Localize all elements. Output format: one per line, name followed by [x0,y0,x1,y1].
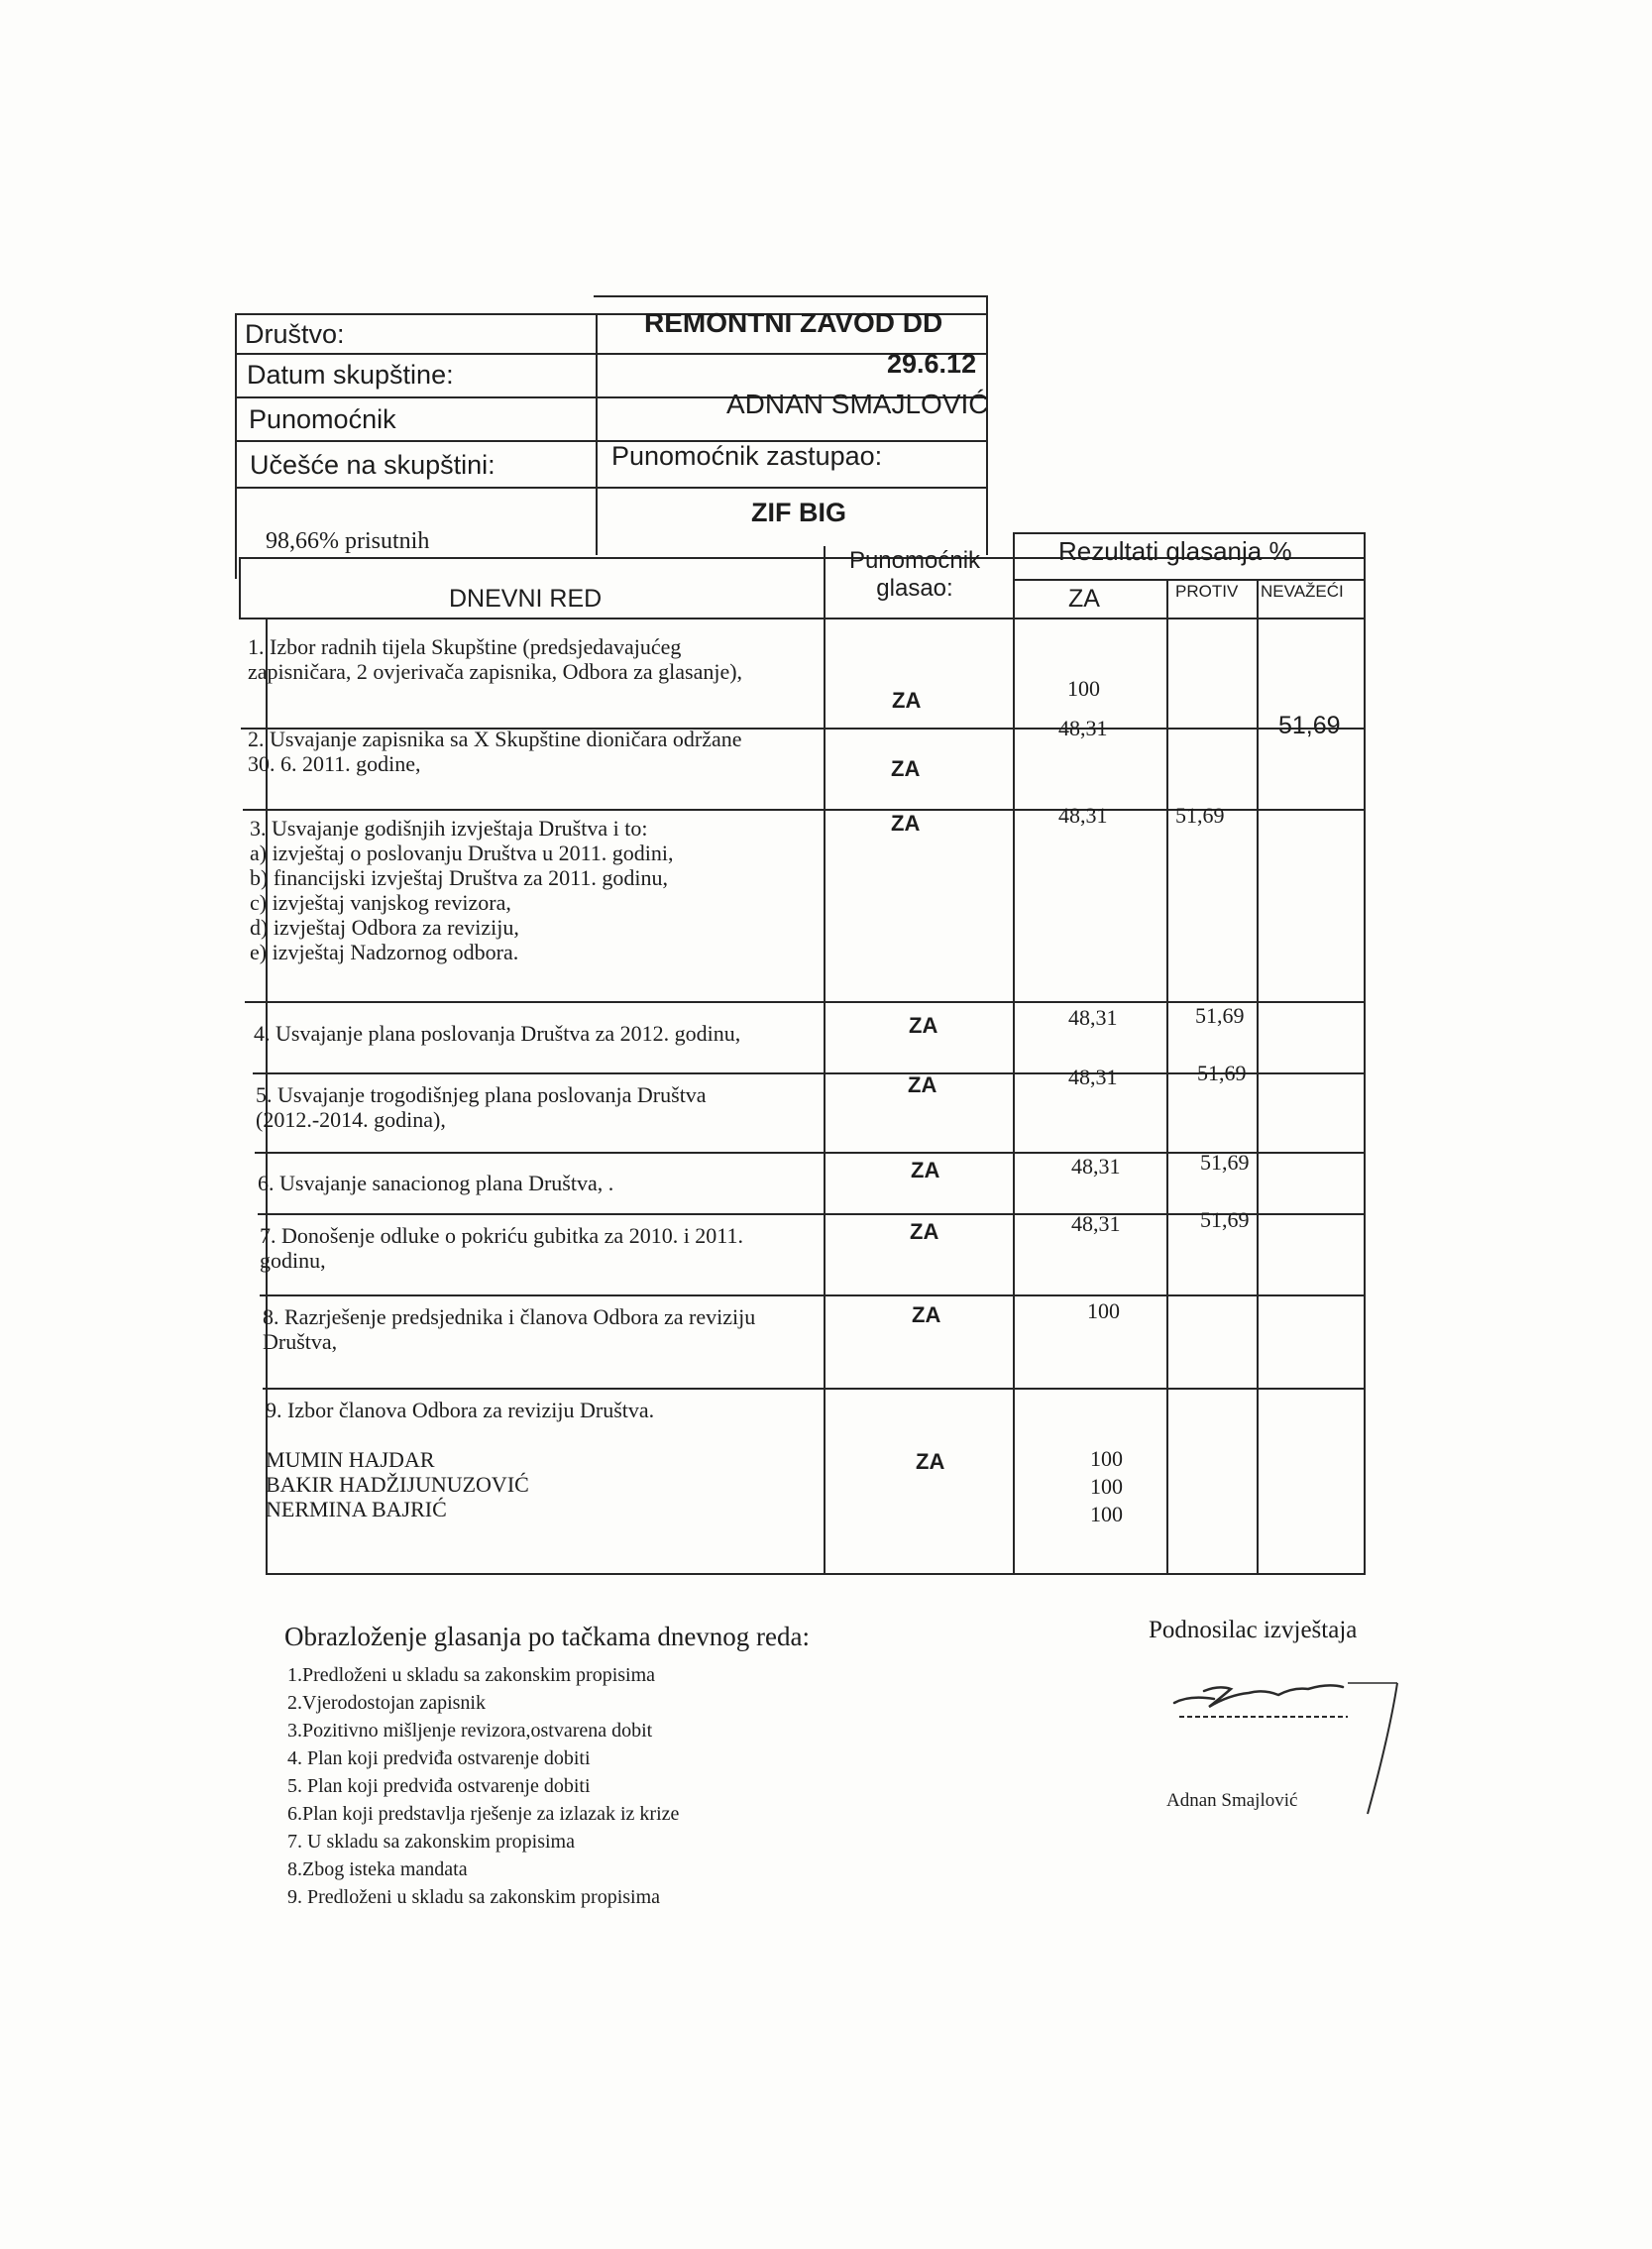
za-value: 48,31 [1071,1211,1121,1236]
agenda-item-9 [266,1398,654,1521]
protiv-value: 51,69 [1200,1150,1250,1175]
za-values [1090,1445,1123,1528]
za-value: 100 [1090,1502,1123,1526]
explanation-title: Obrazloženje glasanja po tačkama dnevnog reda: [284,1622,811,1651]
date-value: 29.6.12 [887,349,977,379]
agenda-item-4 [254,1021,740,1046]
za-value: 100 [1067,676,1100,701]
za-value: 48,31 [1071,1154,1121,1179]
agenda-line: godinu, [260,1248,326,1273]
protiv-value: 51,69 [1197,1061,1247,1085]
za-value: 100 [1090,1474,1123,1499]
za-value: 48,31 [1068,1005,1118,1030]
agenda-line: b) financijski izvještaj Društva za 2011. godinu, [250,865,668,890]
vote-cell: ZA [892,688,922,713]
agenda-line: 30. 6. 2011. godine, [248,751,421,776]
proxy-value: ADNAN SMAJLOVIĆ [726,389,989,419]
col-nevazeci-header: NEVAŽEĆI [1261,582,1344,601]
agenda-header: DNEVNI RED [449,585,603,613]
signature-label: Podnosilac izvještaja [1149,1617,1358,1643]
col-za-header: ZA [1068,585,1100,613]
vote-cell: ZA [910,1219,939,1244]
agenda-item-7 [260,1223,743,1273]
participation-value: 98,66% prisutnih [266,528,430,554]
date-label: Datum skupštine: [247,360,454,390]
explanation-item: 7. U skladu sa zakonskim propisima [287,1831,575,1853]
za-value: 100 [1087,1298,1120,1323]
agenda-line: 6. Usvajanje sanacionog plana Društva, . [258,1171,614,1195]
proxy-label: Punomoćnik [249,404,396,434]
agenda-line [266,1422,654,1447]
vote-cell: ZA [911,1158,940,1182]
agenda-line: 7. Donošenje odluke o pokriću gubitka za 2010. i 2011. [260,1223,743,1248]
represented-value: ZIF BIG [751,498,846,527]
agenda-line: zapisničara, 2 ovjerivača zapisnika, Odbora za glasanje), [248,659,743,684]
agenda-item-8 [263,1304,755,1354]
results-header: Rezultati glasanja % [1058,536,1292,566]
agenda-line: 5. Usvajanje trogodišnjeg plana poslovanja Društva [256,1082,707,1107]
explanation-item: 3.Pozitivno mišljenje revizora,ostvarena dobit [287,1720,653,1742]
agenda-item-2 [248,727,742,776]
explanation-item: 5. Plan koji predviđa ostvarenje dobiti [287,1775,591,1797]
participation-label: Učešće na skupštini: [250,450,496,480]
agenda-line: 9. Izbor članova Odbora za reviziju Društva. [266,1398,655,1422]
explanation-item: 2.Vjerodostojan zapisnik [287,1692,486,1714]
col-protiv-header: PROTIV [1175,582,1239,601]
company-value: REMONTNI ZAVOD DD [644,307,943,338]
agenda-line: 8. Razrješenje predsjednika i članova Odbora za reviziju [263,1304,756,1329]
za-value: 48,31 [1068,1065,1118,1089]
agenda-line: Društva, [263,1329,338,1354]
agenda-line: BAKIR HADŽIJUNUZOVIĆ [266,1472,529,1497]
explanation-item: 9. Predloženi u skladu sa zakonskim propisima [287,1886,661,1908]
agenda-line: MUMIN HAJDAR [266,1447,435,1472]
za-value: 48,31 [1058,803,1108,828]
explanation-item: 8.Zbog isteka mandata [287,1858,468,1880]
agenda-line: a) izvještaj o poslovanju Društva u 2011. godini, [250,841,674,865]
company-label: Društvo: [245,319,345,349]
voted-header-line2: glasao: [876,575,953,602]
agenda-item-5 [256,1082,707,1132]
explanation-item: 6.Plan koji predstavlja rješenje za izlazak iz krize [287,1803,680,1825]
vote-cell: ZA [908,1072,937,1097]
agenda-line: NERMINA BAJRIĆ [266,1497,447,1521]
protiv-value: 51,69 [1195,1003,1245,1028]
za-value: 48,31 [1058,716,1108,740]
vote-cell: ZA [916,1449,945,1474]
vote-cell: ZA [912,1302,941,1327]
agenda-line: (2012.-2014. godina), [256,1107,446,1132]
explanation-item: 4. Plan koji predviđa ostvarenje dobiti [287,1747,591,1769]
agenda-item-3 [250,816,674,964]
vote-cell: ZA [891,811,921,836]
agenda-line: 2. Usvajanje zapisnika sa X Skupštine dioničara održane [248,727,742,751]
signatory-name: Adnan Smajlović [1166,1790,1298,1811]
agenda-line: c) izvještaj vanjskog revizora, [250,890,511,915]
agenda-line: e) izvještaj Nadzornog odbora. [250,940,519,964]
voted-header-line1: Punomoćnik [848,547,981,574]
agenda-item-1 [248,634,742,684]
represented-label: Punomoćnik zastupao: [611,441,883,471]
explanation-list [287,1661,679,1911]
agenda-line: d) izvještaj Odbora za reviziju, [250,915,519,940]
za-value: 100 [1090,1446,1123,1471]
protiv-value: 51,69 [1175,803,1225,828]
protiv-value: 51,69 [1200,1207,1250,1232]
agenda-line: 4. Usvajanje plana poslovanja Društva za 2012. godinu, [254,1021,741,1046]
explanation-item: 1.Predloženi u skladu sa zakonskim propisima [287,1664,656,1686]
vote-cell: ZA [909,1013,938,1038]
vote-cell: ZA [891,756,921,781]
voted-header [835,547,994,603]
nevazeci-value: 51,69 [1278,712,1341,739]
agenda-line: 1. Izbor radnih tijela Skupštine (predsjedavajućeg [248,634,682,659]
agenda-item-6 [258,1171,613,1195]
agenda-line: 3. Usvajanje godišnjih izvještaja Društva i to: [250,816,648,841]
